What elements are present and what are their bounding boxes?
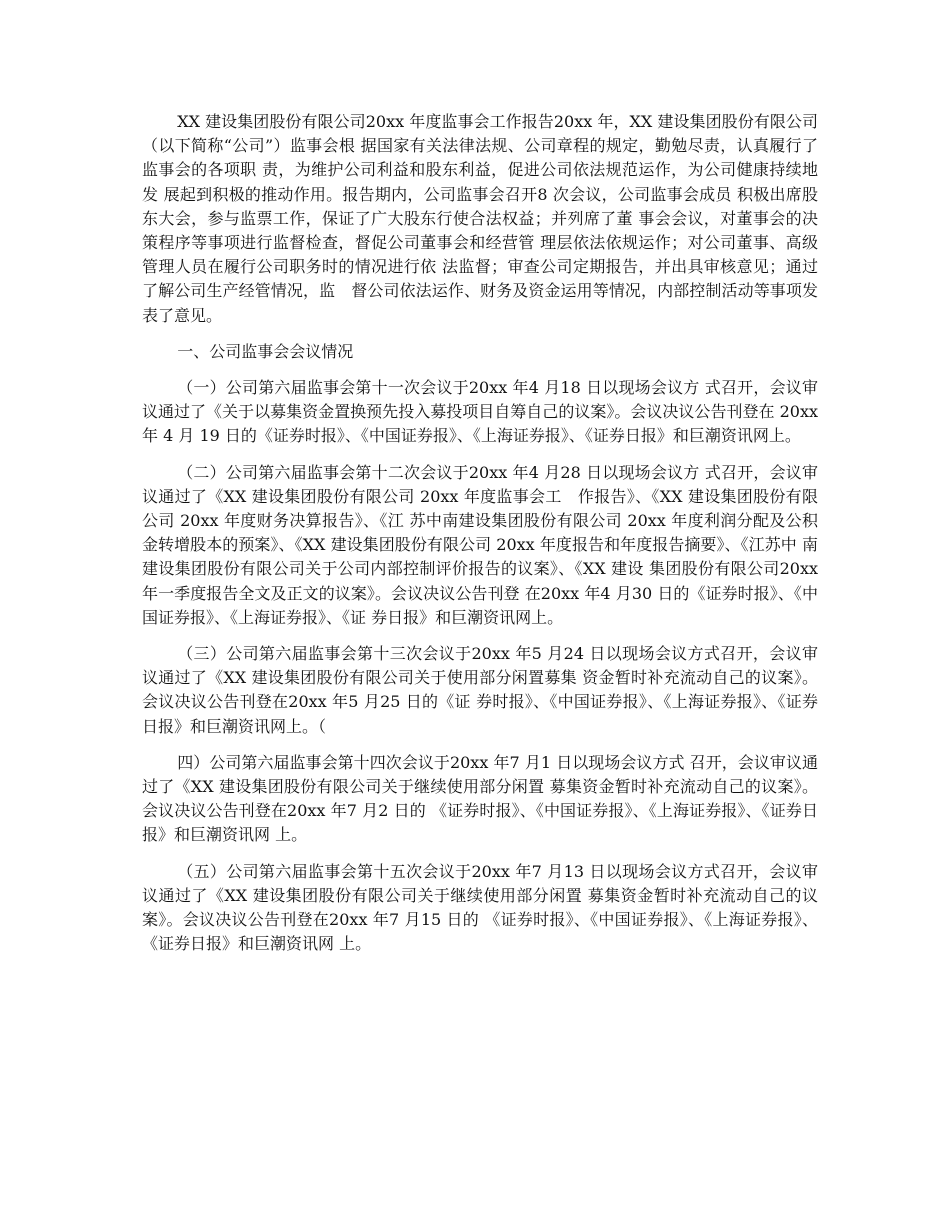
meeting-item-3: （三）公司第六届监事会第十三次会议于20xx 年5 月24 日以现场会议方式召开，会议审议通过了《XX 建设集团股份有限公司关于使用部分闲置募集 资金暂时补充流动自己的议案》。会议决议公告刊登在20xx 年5 月25 日的《证 券时报》、《中国证券报》、《上海证券报》、《证券日报》和巨潮资讯网上。（	[142, 644, 818, 736]
meeting-item-1: （一）公司第六届监事会第十一次会议于20xx 年4 月18 日以现场会议方 式召开，会议审议通过了《关于以募集资金置换预先投入募投项目自筹自己的议案》。会议决议公告刊登在 20xx 年 4 月 19 日的《证券时报》、《中国证券报》、《上海证券报》、《证券日报》和巨潮资讯网上。	[142, 378, 818, 446]
section-heading: 一、公司监事会会议情况	[177, 341, 354, 361]
document-body	[142, 110, 818, 969]
meeting-item-2: （二）公司第六届监事会第十二次会议于20xx 年4 月28 日以现场会议方 式召开，会议审议通过了《XX 建设集团股份有限公司 20xx 年度监事会工 作报告》、《XX 建设集团股份有限公司 20xx 年度财务决算报告》、《江 苏中南建设集团股份有限公司 20xx 年度利润分配及公积金转增股本的预案》、《XX 建设集团股份有限公司 20xx 年度报告和年度报告摘要》、《江苏中 南建设集团股份有限公司关于公司内部控制评价报告的议案》、《XX 建设 集团股份有限公司20xx 年一季度报告全文及正文的议案》。会议决议公告刊登 在20xx 年4 月30 日的《证券时报》、《中国证券报》、《上海证券报》、《证 券日报》和巨潮资讯网上。	[142, 462, 818, 627]
meeting-item-5: （五）公司第六届监事会第十五次会议于20xx 年7 月13 日以现场会议方式召开，会议审议通过了《XX 建设集团股份有限公司关于继续使用部分闲置 募集资金暂时补充流动自己的议案》。会议决议公告刊登在20xx 年7 月15 日的 《证券时报》、《中国证券报》、《上海证券报》、《证券日报》和巨潮资讯网 上。	[142, 861, 818, 954]
meeting-item-4: 四）公司第六届监事会第十四次会议于20xx 年7 月1 日以现场会议方式 召开，会议审议通过了《XX 建设集团股份有限公司关于继续使用部分闲置 募集资金暂时补充流动自己的议案》。会议决议公告刊登在20xx 年7 月2 日的 《证券时报》、《中国证券报》、《上海证券报》、《证券日报》和巨潮资讯网 上。	[142, 752, 818, 845]
intro-paragraph: XX 建设集团股份有限公司20xx 年度监事会工作报告20xx 年，XX 建设集团股份有限公司（以下简称“公司”）监事会根 据国家有关法律法规、公司章程的规定，勤勉尽责，认真履行了监事会的各项职 责，为维护公司利益和股东利益，促进公司依法规范运作，为公司健康持续地发 展起到积极的推动作用。报告期内，公司监事会召开8 次会议，公司监事会成员 积极出席股东大会，参与监票工作，保证了广大股东行使合法权益；并列席了董 事会会议，对董事会的决策程序等事项进行监督检查，督促公司董事会和经营管 理层依法依规运作；对公司董事、高级管理人员在履行公司职务时的情况进行依 法监督；审查公司定期报告，并出具审核意见；通过了解公司生产经管情况，监 督公司依法运作、财务及资金运用等情况，内部控制活动等事项发表了意见。	[142, 112, 818, 325]
